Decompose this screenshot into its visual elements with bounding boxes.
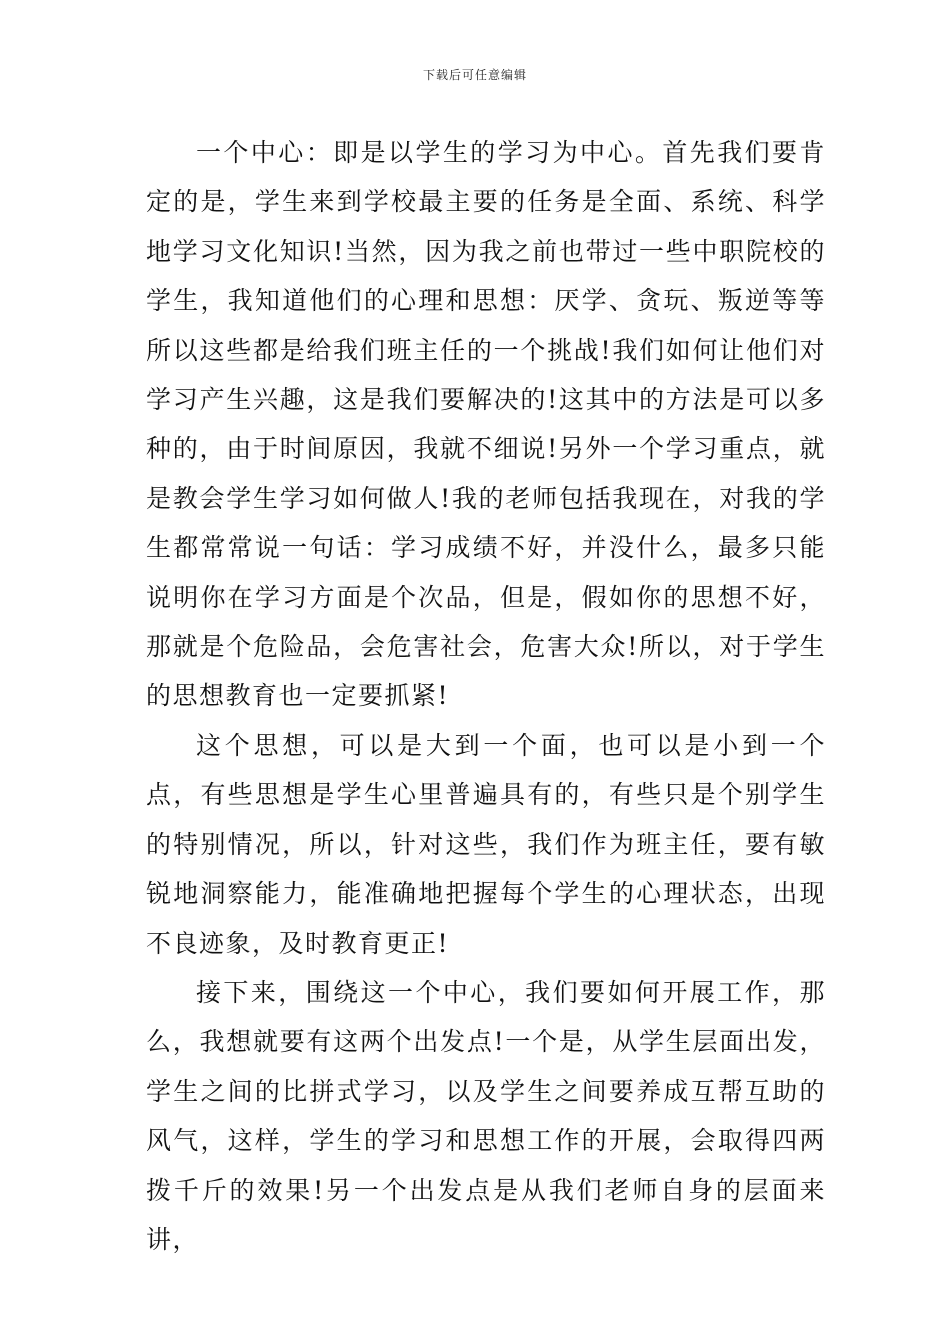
paragraph-2: 这个思想，可以是大到一个面，也可以是小到一个点，有些思想是学生心里普遍具有的，有些只是个别学生的特别情况，所以，针对这些，我们作为班主任，要有敏锐地洞察能力，能准确地把握每个学生的心理状态，出现不良迹象，及时教育更正! [146,730,826,958]
document-body [146,128,826,1264]
paragraph-1: 一个中心：即是以学生的学习为中心。首先我们要肯定的是，学生来到学校最主要的任务是全面、系统、科学地学习文化知识!当然，因为我之前也带过一些中职院校的学生，我知道他们的心理和思想：厌学、贪玩、叛逆等等所以这些都是给我们班主任的一个挑战!我们如何让他们对学习产生兴趣，这是我们要解决的!这其中的方法是可以多种的，由于时间原因，我就不细说!另外一个学习重点，就是教会学生学习如何做人!我的老师包括我现在，对我的学生都常常说一句话：学习成绩不好，并没什么，最多只能说明你在学习方面是个次品，但是，假如你的思想不好，那就是个危险品，会危害社会，危害大众!所以，对于学生的思想教育也一定要抓紧! [146,138,826,711]
header-note: 下载后可任意编辑 [422,68,527,82]
paragraph-3: 接下来，围绕这一个中心，我们要如何开展工作，那么，我想就要有这两个出发点!一个是，从学生层面出发，学生之间的比拼式学习，以及学生之间要养成互帮互助的风气，这样，学生的学习和思想工作的开展，会取得四两拨千斤的效果!另一个出发点是从我们老师自身的层面来讲， [146,977,826,1254]
